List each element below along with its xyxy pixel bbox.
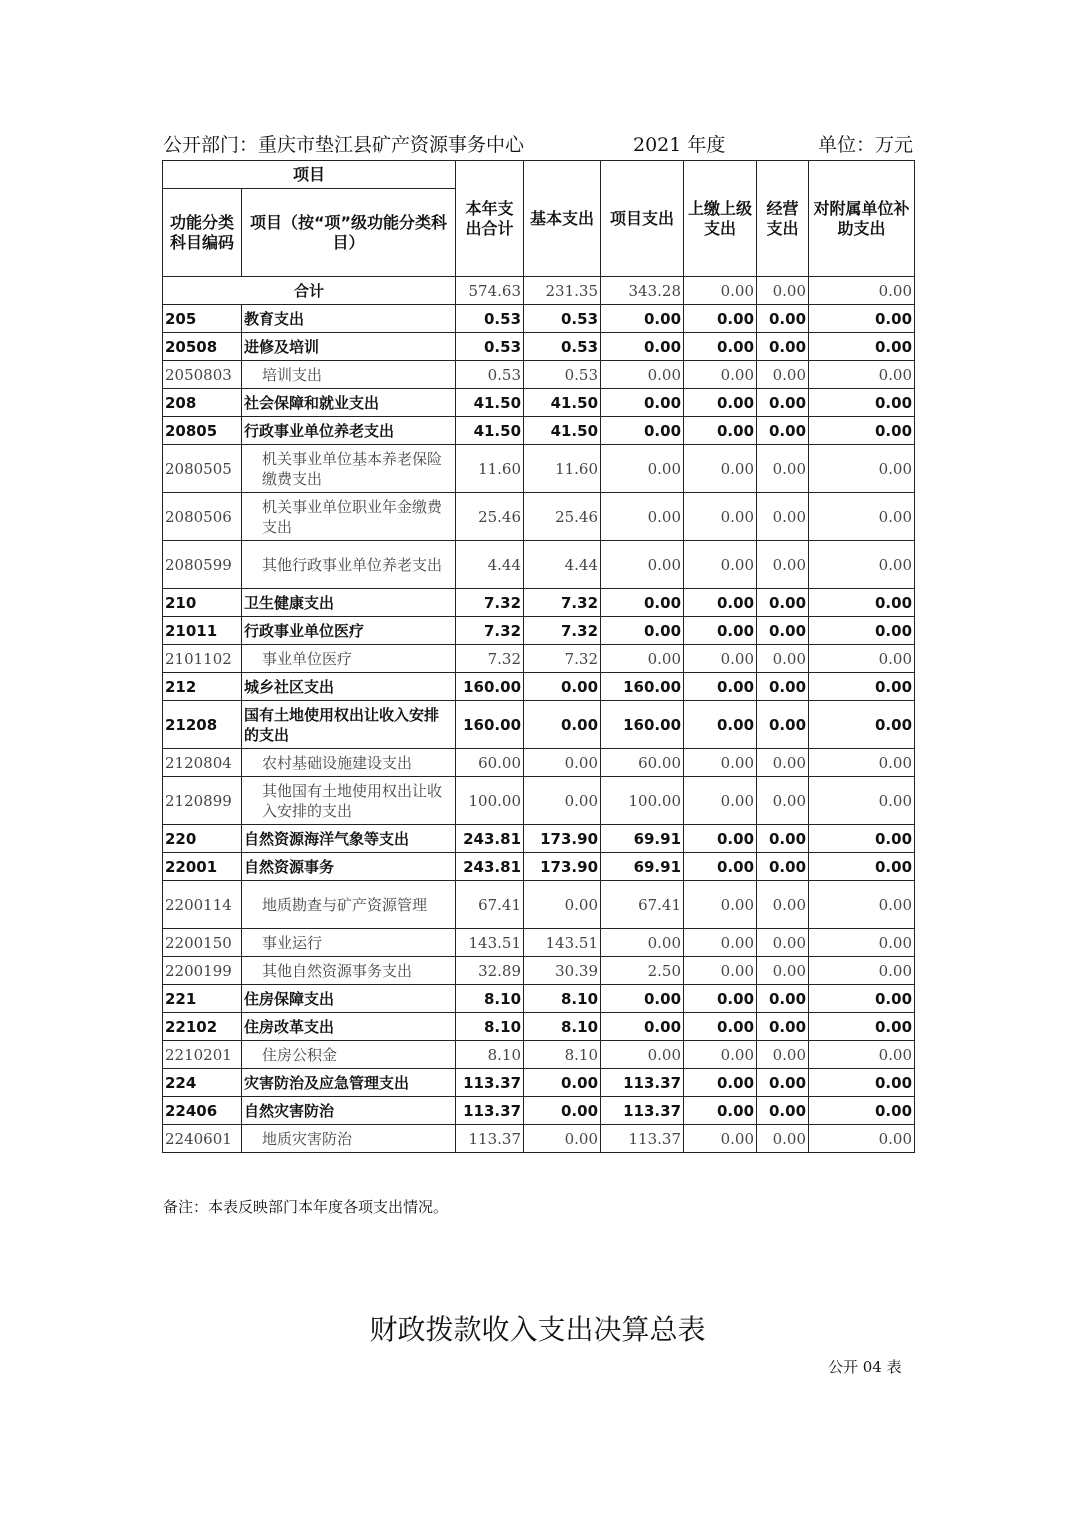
total-cell: 7.32: [456, 589, 524, 617]
basic-cell: 25.46: [524, 493, 601, 541]
subsidy-cell: 0.00: [809, 957, 915, 985]
table-row: [163, 589, 915, 617]
table-row: [163, 985, 915, 1013]
table-row: [163, 881, 915, 929]
operating-cell: 0.00: [757, 749, 809, 777]
name-cell: 行政事业单位医疗: [242, 617, 456, 645]
code-cell: 212: [163, 673, 242, 701]
project-cell: 0.00: [601, 417, 684, 445]
project-cell: 60.00: [601, 749, 684, 777]
unit-label: 单位：万元: [817, 134, 913, 156]
project-cell: 69.91: [601, 825, 684, 853]
subsidy-cell: 0.00: [809, 701, 915, 749]
subsidy-cell: 0.00: [809, 673, 915, 701]
total-cell: 41.50: [456, 389, 524, 417]
table-row: [163, 749, 915, 777]
table-row: [163, 1069, 915, 1097]
basic-cell: 143.51: [524, 929, 601, 957]
upper-cell: 0.00: [684, 617, 757, 645]
project-cell: 69.91: [601, 853, 684, 881]
operating-cell: 0.00: [757, 541, 809, 589]
basic-cell: 0.00: [524, 1125, 601, 1153]
name-cell: 机关事业单位职业年金缴费支出: [242, 493, 456, 541]
code-cell: 220: [163, 825, 242, 853]
code-cell: 22001: [163, 853, 242, 881]
total-cell: 160.00: [456, 673, 524, 701]
code-cell: 21208: [163, 701, 242, 749]
upper-header: 上缴上级支出: [684, 161, 757, 277]
operating-cell: 0.00: [757, 881, 809, 929]
name-cell: 城乡社区支出: [242, 673, 456, 701]
project-cell: 113.37: [601, 1097, 684, 1125]
total-cell: 160.00: [456, 701, 524, 749]
upper-cell: 0.00: [684, 1097, 757, 1125]
basic-cell: 7.32: [524, 617, 601, 645]
code-cell: 2120804: [163, 749, 242, 777]
project-cell: 113.37: [601, 1125, 684, 1153]
name-cell: 住房改革支出: [242, 1013, 456, 1041]
table-row: [163, 1125, 915, 1153]
code-cell: 2080599: [163, 541, 242, 589]
subsidy-cell: 0.00: [809, 825, 915, 853]
total-cell: 100.00: [456, 777, 524, 825]
name-cell: 行政事业单位养老支出: [242, 417, 456, 445]
subsidy-cell: 0.00: [809, 277, 915, 305]
basic-cell: 0.53: [524, 333, 601, 361]
total-cell: 60.00: [456, 749, 524, 777]
name-cell: 地质灾害防治: [242, 1125, 456, 1153]
total-cell: 143.51: [456, 929, 524, 957]
project-cell: 67.41: [601, 881, 684, 929]
table-row: [163, 777, 915, 825]
project-cell: 0.00: [601, 333, 684, 361]
code-cell: 22406: [163, 1097, 242, 1125]
subsidy-cell: 0.00: [809, 1125, 915, 1153]
operating-cell: 0.00: [757, 1013, 809, 1041]
name-cell: 机关事业单位基本养老保险缴费支出: [242, 445, 456, 493]
operating-cell: 0.00: [757, 701, 809, 749]
project-cell: 343.28: [601, 277, 684, 305]
total-cell: 243.81: [456, 825, 524, 853]
name-cell: 进修及培训: [242, 333, 456, 361]
name-cell: 自然资源海洋气象等支出: [242, 825, 456, 853]
code-cell: 2200114: [163, 881, 242, 929]
operating-cell: 0.00: [757, 1069, 809, 1097]
project-cell: 160.00: [601, 673, 684, 701]
name-cell: 其他自然资源事务支出: [242, 957, 456, 985]
subsidy-cell: 0.00: [809, 645, 915, 673]
department-label: 公开部门：重庆市垫江县矿产资源事务中心: [163, 134, 525, 156]
upper-cell: 0.00: [684, 673, 757, 701]
table-row: [163, 1013, 915, 1041]
name-cell: 自然灾害防治: [242, 1097, 456, 1125]
total-cell: 32.89: [456, 957, 524, 985]
operating-cell: 0.00: [757, 1041, 809, 1069]
upper-cell: 0.00: [684, 389, 757, 417]
operating-cell: 0.00: [757, 389, 809, 417]
name-cell: 国有土地使用权出让收入安排的支出: [242, 701, 456, 749]
basic-cell: 0.00: [524, 701, 601, 749]
code-cell: 2210201: [163, 1041, 242, 1069]
basic-cell: 30.39: [524, 957, 601, 985]
table-row: [163, 645, 915, 673]
total-cell: 243.81: [456, 853, 524, 881]
table-row: [163, 825, 915, 853]
table-row: [163, 417, 915, 445]
subsidy-cell: 0.00: [809, 361, 915, 389]
basic-cell: 4.44: [524, 541, 601, 589]
basic-cell: 0.53: [524, 361, 601, 389]
total-cell: 0.53: [456, 361, 524, 389]
name-cell: 地质勘查与矿产资源管理: [242, 881, 456, 929]
upper-cell: 0.00: [684, 645, 757, 673]
name-cell: 住房保障支出: [242, 985, 456, 1013]
table-row: [163, 853, 915, 881]
operating-cell: 0.00: [757, 1097, 809, 1125]
next-table-tag: 公开 04 表: [828, 1358, 902, 1376]
project-cell: 0.00: [601, 617, 684, 645]
subsidy-cell: 0.00: [809, 777, 915, 825]
project-cell: 0.00: [601, 929, 684, 957]
subsidy-cell: 0.00: [809, 929, 915, 957]
upper-cell: 0.00: [684, 777, 757, 825]
name-cell: 培训支出: [242, 361, 456, 389]
table-row: [163, 389, 915, 417]
total-cell: 25.46: [456, 493, 524, 541]
operating-cell: 0.00: [757, 957, 809, 985]
operating-cell: 0.00: [757, 985, 809, 1013]
subsidy-cell: 0.00: [809, 389, 915, 417]
total-cell: 8.10: [456, 1013, 524, 1041]
upper-cell: 0.00: [684, 361, 757, 389]
subsidy-cell: 0.00: [809, 445, 915, 493]
project-cell: 160.00: [601, 701, 684, 749]
subsidy-cell: 0.00: [809, 305, 915, 333]
project-cell: 0.00: [601, 361, 684, 389]
total-cell: 7.32: [456, 645, 524, 673]
upper-cell: 0.00: [684, 277, 757, 305]
subsidy-header: 对附属单位补助支出: [809, 161, 915, 277]
subsidy-cell: 0.00: [809, 589, 915, 617]
code-cell: 22102: [163, 1013, 242, 1041]
subsidy-cell: 0.00: [809, 493, 915, 541]
upper-cell: 0.00: [684, 1069, 757, 1097]
table-row: [163, 701, 915, 749]
operating-header: 经营支出: [757, 161, 809, 277]
basic-cell: 0.00: [524, 881, 601, 929]
name-cell: 卫生健康支出: [242, 589, 456, 617]
table-row: [163, 617, 915, 645]
upper-cell: 0.00: [684, 825, 757, 853]
table-row: [163, 673, 915, 701]
operating-cell: 0.00: [757, 853, 809, 881]
project-cell: 0.00: [601, 445, 684, 493]
code-cell: 21011: [163, 617, 242, 645]
code-cell: 208: [163, 389, 242, 417]
operating-cell: 0.00: [757, 277, 809, 305]
upper-cell: 0.00: [684, 541, 757, 589]
project-header: 项目支出: [601, 161, 684, 277]
basic-cell: 11.60: [524, 445, 601, 493]
total-header: 本年支出合计: [456, 161, 524, 277]
name-cell: 农村基础设施建设支出: [242, 749, 456, 777]
code-cell: 2080506: [163, 493, 242, 541]
basic-cell: 7.32: [524, 645, 601, 673]
name-cell: 社会保障和就业支出: [242, 389, 456, 417]
upper-cell: 0.00: [684, 417, 757, 445]
basic-cell: 8.10: [524, 985, 601, 1013]
upper-cell: 0.00: [684, 853, 757, 881]
expenditure-table: [162, 160, 915, 1153]
code-cell: 20805: [163, 417, 242, 445]
name-cell: 灾害防治及应急管理支出: [242, 1069, 456, 1097]
table-row: [163, 1097, 915, 1125]
subsidy-cell: 0.00: [809, 985, 915, 1013]
code-cell: 205: [163, 305, 242, 333]
operating-cell: 0.00: [757, 493, 809, 541]
table-row: [163, 1041, 915, 1069]
upper-cell: 0.00: [684, 701, 757, 749]
basic-cell: 7.32: [524, 589, 601, 617]
total-cell: 113.37: [456, 1125, 524, 1153]
upper-cell: 0.00: [684, 957, 757, 985]
operating-cell: 0.00: [757, 1125, 809, 1153]
basic-cell: 8.10: [524, 1041, 601, 1069]
table-row: [163, 305, 915, 333]
basic-cell: 0.00: [524, 1069, 601, 1097]
table-row: [163, 957, 915, 985]
code-cell: 2200150: [163, 929, 242, 957]
subsidy-cell: 0.00: [809, 1013, 915, 1041]
upper-cell: 0.00: [684, 881, 757, 929]
operating-cell: 0.00: [757, 361, 809, 389]
upper-cell: 0.00: [684, 333, 757, 361]
total-cell: 7.32: [456, 617, 524, 645]
basic-cell: 0.00: [524, 1097, 601, 1125]
total-cell: 113.37: [456, 1097, 524, 1125]
basic-cell: 0.00: [524, 673, 601, 701]
basic-cell: 231.35: [524, 277, 601, 305]
name-cell: 事业单位医疗: [242, 645, 456, 673]
subsidy-cell: 0.00: [809, 617, 915, 645]
code-cell: 2200199: [163, 957, 242, 985]
table-row: [163, 493, 915, 541]
operating-cell: 0.00: [757, 825, 809, 853]
code-cell: 2080505: [163, 445, 242, 493]
project-cell: 0.00: [601, 645, 684, 673]
name-cell: 住房公积金: [242, 1041, 456, 1069]
report-header: [163, 130, 913, 160]
project-cell: 0.00: [601, 541, 684, 589]
total-cell: 4.44: [456, 541, 524, 589]
table-row: [163, 541, 915, 589]
operating-cell: 0.00: [757, 617, 809, 645]
subsidy-cell: 0.00: [809, 333, 915, 361]
total-cell: 0.53: [456, 333, 524, 361]
operating-cell: 0.00: [757, 445, 809, 493]
upper-cell: 0.00: [684, 749, 757, 777]
project-cell: 113.37: [601, 1069, 684, 1097]
code-cell: 2120899: [163, 777, 242, 825]
operating-cell: 0.00: [757, 673, 809, 701]
name-cell: 其他行政事业单位养老支出: [242, 541, 456, 589]
code-cell: 2240601: [163, 1125, 242, 1153]
upper-cell: 0.00: [684, 929, 757, 957]
basic-cell: 173.90: [524, 825, 601, 853]
operating-cell: 0.00: [757, 929, 809, 957]
basic-cell: 173.90: [524, 853, 601, 881]
next-table-title: 财政拨款收入支出决算总表: [369, 1313, 706, 1346]
subsidy-cell: 0.00: [809, 417, 915, 445]
total-cell: 67.41: [456, 881, 524, 929]
code-cell: 20508: [163, 333, 242, 361]
subsidy-cell: 0.00: [809, 1069, 915, 1097]
table-row: [163, 361, 915, 389]
project-cell: 0.00: [601, 305, 684, 333]
year-label: 2021 年度: [633, 134, 726, 156]
total-cell: 41.50: [456, 417, 524, 445]
code-cell: 2101102: [163, 645, 242, 673]
table-row: [163, 929, 915, 957]
operating-cell: 0.00: [757, 777, 809, 825]
basic-cell: 41.50: [524, 417, 601, 445]
subsidy-cell: 0.00: [809, 1041, 915, 1069]
project-cell: 0.00: [601, 493, 684, 541]
total-label: 合计: [163, 277, 456, 305]
upper-cell: 0.00: [684, 445, 757, 493]
table-row: [163, 333, 915, 361]
project-cell: 0.00: [601, 589, 684, 617]
upper-cell: 0.00: [684, 1041, 757, 1069]
code-cell: 210: [163, 589, 242, 617]
basic-cell: 0.00: [524, 749, 601, 777]
name-cell: 自然资源事务: [242, 853, 456, 881]
basic-header: 基本支出: [524, 161, 601, 277]
basic-cell: 0.53: [524, 305, 601, 333]
name-cell: 事业运行: [242, 929, 456, 957]
subsidy-cell: 0.00: [809, 881, 915, 929]
upper-cell: 0.00: [684, 589, 757, 617]
project-cell: 0.00: [601, 1041, 684, 1069]
operating-cell: 0.00: [757, 589, 809, 617]
project-cell: 0.00: [601, 1013, 684, 1041]
total-cell: 113.37: [456, 1069, 524, 1097]
subsidy-cell: 0.00: [809, 749, 915, 777]
total-row: [163, 277, 915, 305]
code-header: 功能分类科目编码: [163, 189, 242, 277]
basic-cell: 8.10: [524, 1013, 601, 1041]
name-cell: 其他国有土地使用权出让收入安排的支出: [242, 777, 456, 825]
total-cell: 0.53: [456, 305, 524, 333]
total-cell: 8.10: [456, 1041, 524, 1069]
code-cell: 2050803: [163, 361, 242, 389]
operating-cell: 0.00: [757, 417, 809, 445]
name-header: 项目（按“项”级功能分类科目）: [242, 189, 456, 277]
table-row: [163, 445, 915, 493]
project-cell: 0.00: [601, 985, 684, 1013]
upper-cell: 0.00: [684, 305, 757, 333]
total-cell: 11.60: [456, 445, 524, 493]
basic-cell: 0.00: [524, 777, 601, 825]
project-group-header: 项目: [163, 161, 456, 189]
operating-cell: 0.00: [757, 333, 809, 361]
upper-cell: 0.00: [684, 985, 757, 1013]
operating-cell: 0.00: [757, 645, 809, 673]
total-cell: 574.63: [456, 277, 524, 305]
project-cell: 0.00: [601, 389, 684, 417]
total-cell: 8.10: [456, 985, 524, 1013]
operating-cell: 0.00: [757, 305, 809, 333]
code-cell: 221: [163, 985, 242, 1013]
basic-cell: 41.50: [524, 389, 601, 417]
upper-cell: 0.00: [684, 493, 757, 541]
project-cell: 100.00: [601, 777, 684, 825]
subsidy-cell: 0.00: [809, 541, 915, 589]
code-cell: 224: [163, 1069, 242, 1097]
project-cell: 2.50: [601, 957, 684, 985]
subsidy-cell: 0.00: [809, 853, 915, 881]
upper-cell: 0.00: [684, 1013, 757, 1041]
upper-cell: 0.00: [684, 1125, 757, 1153]
table-note: 备注：本表反映部门本年度各项支出情况。: [163, 1198, 449, 1216]
name-cell: 教育支出: [242, 305, 456, 333]
subsidy-cell: 0.00: [809, 1097, 915, 1125]
